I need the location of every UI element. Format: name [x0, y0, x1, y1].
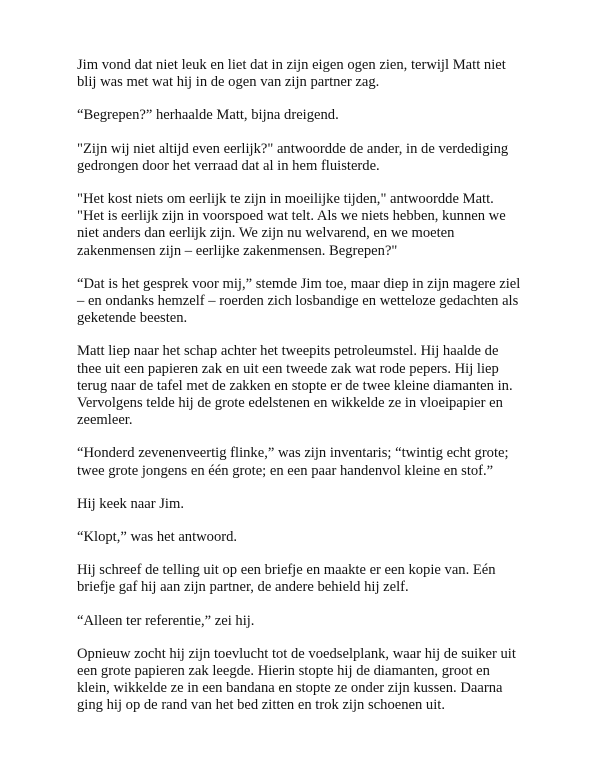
paragraph-6: Matt liep naar het schap achter het tweepits petroleumstel. Hij haalde de thee uit een papieren zak en uit een tweede zak wat rode pepers. Hij liep terug naar de tafel met de zakken en stopte er de twee kleine diamanten in. Vervolgens telde hij de grote edelstenen en wikkelde ze in vloeipapier en zeemleer. [77, 343, 513, 429]
paragraph-10: Hij schreef de telling uit op een briefje en maakte er een kopie van. Eén briefje gaf hij aan zijn partner, de andere behield hij zelf. [77, 562, 496, 596]
document-page [77, 57, 527, 731]
paragraph-3: "Zijn wij niet altijd even eerlijk?" antwoordde de ander, in de verdediging gedrongen door het verraad dat al in hem fluisterde. [77, 140, 509, 174]
paragraph-1: Jim vond dat niet leuk en liet dat in zijn eigen ogen zien, terwijl Matt niet blij was met wat hij in de ogen van zijn partner zag. [77, 57, 506, 91]
paragraph-2: “Begrepen?” herhaalde Matt, bijna dreigend. [77, 107, 339, 124]
paragraph-9: “Klopt,” was het antwoord. [77, 529, 238, 546]
paragraph-7: “Honderd zevenenveertig flinke,” was zijn inventaris; “twintig echt grote; twee grote jongens en één grote; en een paar handenvol kleine en stof.” [77, 445, 509, 479]
paragraph-8: Hij keek naar Jim. [77, 495, 184, 512]
paragraph-4: "Het kost niets om eerlijk te zijn in moeilijke tijden," antwoordde Matt. "Het is eerlijk zijn in voorspoed wat telt. Als we niets hebben, kunnen we niet anders dan eerlijk zijn. We zijn nu welvarend, en we moeten zakenmensen zijn – eerlijke zakenmensen. Begrepen?" [77, 191, 506, 259]
paragraph-12: Opnieuw zocht hij zijn toevlucht tot de voedselplank, waar hij de suiker uit een grote papieren zak leegde. Hierin stopte hij de diamanten, groot en klein, wikkelde ze in een bandana en stopte ze onder zijn kussen. Daarna ging hij op de rand van het bed zitten en trok zijn schoenen uit. [77, 645, 516, 714]
paragraph-5: “Dat is het gesprek voor mij,” stemde Jim toe, maar diep in zijn magere ziel – en ondanks hemzelf – roerden zich losbandige en wetteloze gedachten als geketende beesten. [77, 275, 521, 327]
paragraph-11: “Alleen ter referentie,” zei hij. [77, 612, 255, 629]
